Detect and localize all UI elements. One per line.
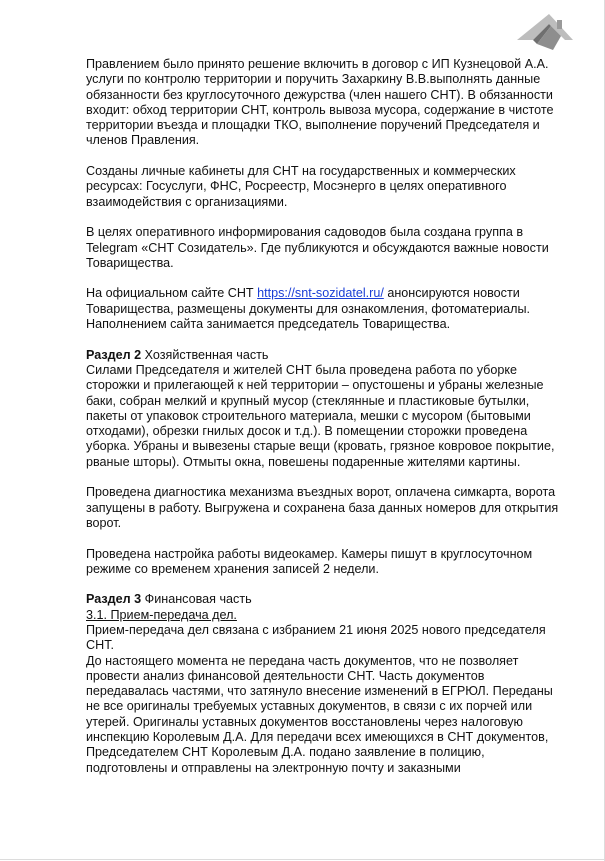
section-2-title: Хозяйственная часть [141, 347, 269, 362]
section-3-heading [86, 592, 566, 607]
paragraph-cleanup: Силами Председателя и жителей СНТ была проведена работа по уборке сторожки и прилегающей к ней территории – опустошены и убраны железные баки, собран мелкий и крупный мусор (стеклянные и пластиковые бутылки, пакеты от упаковок строительного материала, мешки с мусором (бытовыми отходами), обрезки гнилых досок и т.д.). В помещении сторожки проведена уборка. Убраны и вывезены старые вещи (кровать, грязное ковровое покрытие, рваные шторы). Отмыты окна, повешены подаренные жителями картины. [86, 362, 555, 469]
subsection-3-1-heading: 3.1. Прием-передача дел. [86, 607, 237, 622]
paragraph-telegram-group: В целях оперативного информирования садоводов была создана группа в Telegram «СНТ Созидатель». Где публикуются и обсуждаются важные новости Товарищества. [86, 225, 549, 270]
website-text-after: анонсируются новости Товарищества, размещены документы для ознакомления, фотоматериалы. Наполнением сайта занимается председатель Товарищества. [86, 286, 531, 332]
paragraph-documents: До настоящего момента не передана часть документов, что не позволяет провести анализ финансовой деятельности СНТ. Часть документов передавалась частями, что затянуло внесение изменений в ЕГРЮЛ. Переданы не все оригиналы требуемых уставных документов, в связи с их порчей или утерей. Оригиналы уставных документов восстановлены через налоговую инспекцию Королевым Д.А. Для передачи всех имеющихся в СНТ документов, Председателем СНТ Королевым Д.А. подано заявление в полицию, подготовлены и отправлены на электронную почту и заказными [86, 653, 553, 775]
section-3-title: Финансовая часть [141, 592, 252, 607]
paragraph-website [86, 286, 566, 332]
page-edge-bottom [0, 859, 605, 860]
website-text-before: На официальном сайте СНТ [86, 286, 258, 301]
section-3-number: Раздел 3 [86, 592, 142, 607]
section-2-number: Раздел 2 [86, 347, 142, 362]
section-2-heading [86, 348, 566, 363]
paragraph-cameras: Проведена настройка работы видеокамер. Камеры пишут в круглосуточном режиме со временем хранения записей 2 недели. [86, 546, 533, 576]
house-roof-logo-icon [513, 10, 575, 52]
paragraph-personal-accounts: Созданы личные кабинеты для СНТ на государственных и коммерческих ресурсах: Госуслуги, ФНС, Росреестр, Мосэнерго в целях оперативного взаимодействия с организациями. [86, 164, 516, 209]
paragraph-contract: Правлением было принято решение включить в договор с ИП Кузнецовой А.А. услуги по контролю территории и поручить Захаркину В.В.выполнять данные обязанности без круглосуточного дежурства (член нашего СНТ). В обязанности входит: обход территории СНТ, контроль вывоза мусора, содержание в чистоте территории въезда и площадки ТКО, выполнение поручений Председателя и членов Правления. [86, 57, 554, 148]
document-body [86, 57, 566, 776]
website-link[interactable]: https://snt-sozidatel.ru/ [257, 286, 384, 301]
paragraph-handover: Прием-передача дел связана с избранием 21 июня 2025 нового председателя СНТ. [86, 622, 546, 653]
paragraph-gates: Проведена диагностика механизма въездных ворот, оплачена симкарта, ворота запущены в работу. Выгружена и сохранена база данных номеров для открытия ворот. [86, 485, 559, 530]
